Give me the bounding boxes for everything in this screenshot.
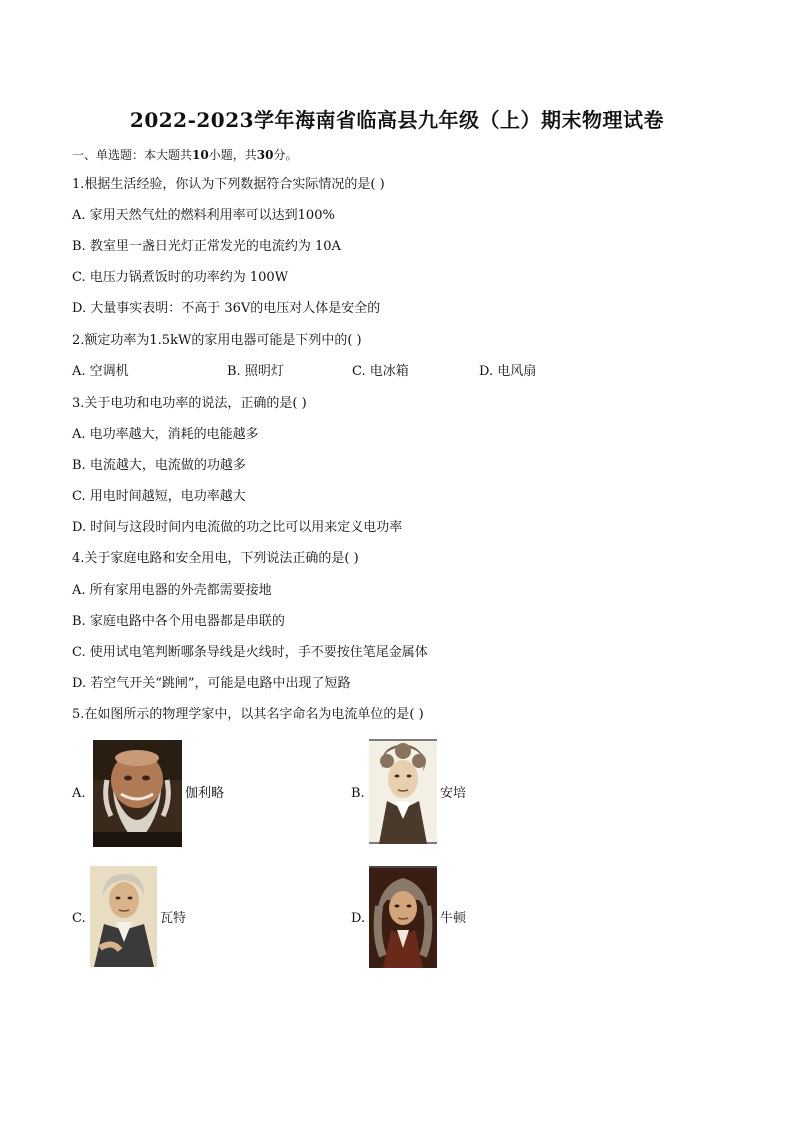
section-heading [72,146,297,164]
question-3-option-b: B. 电流越大，电流做的功越多 [72,458,246,473]
question-5-stem: 5.在如图所示的物理学家中，以其名字命名为电流单位的是( ) [72,707,424,722]
question-2-option-a: A. 空调机 [72,364,129,379]
question-4-option-c: C. 使用试电笔判断哪条导线是火线时，手不要按住笔尾金属体 [72,645,428,660]
question-5-option-a-name: 伽利略 [185,786,225,801]
question-2-option-c: C. 电冰箱 [352,364,409,379]
question-5-option-b-letter: B. [351,786,365,801]
question-1-option-a: A. 家用天然气灶的燃料利用率可以达到100% [72,208,335,223]
question-5-option-c-name: 瓦特 [160,911,187,926]
question-2-option-b: B. 照明灯 [227,364,284,379]
question-4-option-d: D. 若空气开关“跳闸”，可能是电路中出现了短路 [72,676,351,691]
section-suffix: 分。 [273,148,298,162]
question-5-option-d-letter: D. [351,911,366,926]
watt-portrait-image [90,866,157,967]
question-5-option-b-name: 安培 [440,786,467,801]
section-prefix: 一、单选题：本大题共 [72,148,193,162]
section-mid: 小题，共 [208,148,257,162]
question-3-stem: 3.关于电功和电功率的说法，正确的是( ) [72,396,307,411]
exam-title: 2022-2023学年海南省临高县九年级（上）期末物理试卷 [129,108,665,132]
question-5-option-c-letter: C. [72,911,86,926]
question-1-option-b: B. 教室里一盏日光灯正常发光的电流约为 10A [72,239,341,254]
question-3-option-d: D. 时间与这段时间内电流做的功之比可以用来定义电功率 [72,520,403,535]
question-5-option-d-name: 牛顿 [440,911,467,926]
section-score: 30 [256,148,274,162]
question-1-option-d: D. 大量事实表明：不高于 36V的电压对人体是安全的 [72,301,381,316]
question-4-stem: 4.关于家庭电路和安全用电，下列说法正确的是( ) [72,551,359,566]
question-2-option-d: D. 电风扇 [479,364,537,379]
question-5-option-a-letter: A. [72,786,86,801]
question-3-option-a: A. 电功率越大，消耗的电能越多 [72,427,259,442]
newton-portrait-image [369,866,437,968]
question-4-option-a: A. 所有家用电器的外壳都需要接地 [72,583,272,598]
question-1-option-c: C. 电压力锅煮饭时的功率约为 100W [72,270,289,285]
question-4-option-b: B. 家庭电路中各个用电器都是串联的 [72,614,285,629]
section-count: 10 [192,148,209,162]
galileo-portrait-image [93,740,182,847]
ampere-portrait-image [369,739,437,844]
question-2-stem: 2.额定功率为1.5kW的家用电器可能是下列中的( ) [72,333,362,348]
question-1-stem: 1.根据生活经验，你认为下列数据符合实际情况的是( ) [72,177,385,192]
question-3-option-c: C. 用电时间越短，电功率越大 [72,489,246,504]
